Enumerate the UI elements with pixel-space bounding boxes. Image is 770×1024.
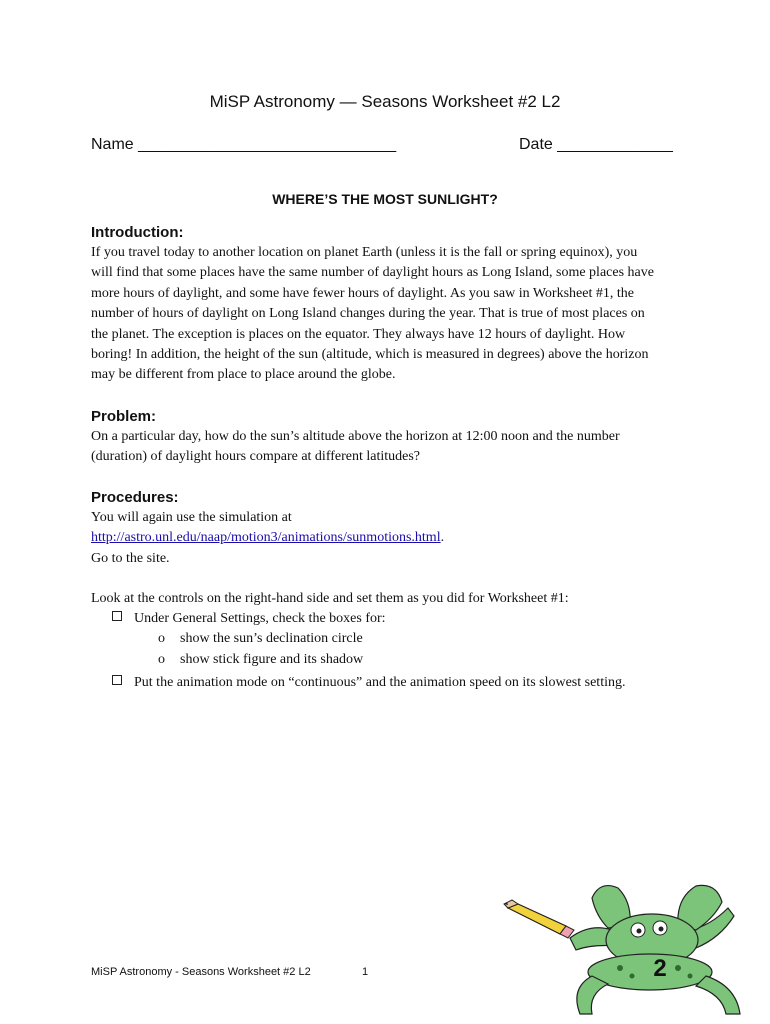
name-field-line: Name _____________________________ [91,136,397,153]
footer-text: MiSP Astronomy - Seasons Worksheet #2 L2 [91,966,311,978]
bullet-animation-mode [112,675,625,691]
problem-line: (duration) of daylight hours compare at different latitudes? [91,449,421,465]
main-heading: WHERE’S THE MOST SUNLIGHT? [272,191,498,207]
sub-bullet-text: show the sun’s declination circle [180,631,363,646]
link-suffix: . [440,530,445,546]
procedures-paragraph [91,508,681,569]
problem-line: On a particular day, how do the sun’s altitude above the horizon at 12:00 noon and the number [91,429,620,444]
frog-mascot-illustration [500,868,760,1018]
procedures-link-line [91,528,681,548]
intro-line: more hours of daylight, and some have fewer hours of daylight. As you saw in Worksheet #1, the [91,285,634,301]
procedures-line: You will again use the simulation at [91,510,292,525]
problem-paragraph [91,427,681,468]
sub-bullet-stick-figure [158,652,363,668]
bullet-text: Put the animation mode on “continuous” and the animation speed on its slowest setting. [134,675,626,690]
intro-line: will find that some places have the same number of daylight hours as Long Island, some places have [91,265,654,281]
page-title: MiSP Astronomy — Seasons Worksheet #2 L2 [209,92,561,111]
sub-bullet-marker: o [158,652,165,667]
intro-line: the planet. The exception is places on the equator. They always have 12 hours of daylight. How [91,326,626,342]
introduction-heading: Introduction: [91,224,184,241]
introduction-paragraph [91,243,681,386]
page-number: 1 [362,966,369,978]
checkbox-square-icon [112,611,122,621]
mascot-number: 2 [653,955,667,982]
sub-bullet-marker: o [158,631,165,646]
intro-line: number of hours of daylight on Long Island changes during the year. That is true of most places on [91,306,645,322]
bullet-general-settings [112,611,386,627]
problem-heading: Problem: [91,408,157,425]
pencil-icon [504,900,574,938]
date-field-line: Date _____________ [519,136,673,153]
procedures-line: Go to the site. [91,550,170,566]
procedures-line-controls: Look at the controls on the right-hand side and set them as you did for Worksheet #1: [91,591,569,606]
sub-bullet-declination [158,631,363,647]
checkbox-square-icon [112,675,122,685]
intro-line: may be different from place to place around the globe. [91,367,396,383]
intro-line: boring! In addition, the height of the sun (altitude, which is measured in degrees) above the horizon [91,347,649,363]
procedures-heading: Procedures: [91,489,179,506]
frog-icon [570,885,740,1014]
bullet-text: Under General Settings, check the boxes for: [134,611,386,626]
intro-line: If you travel today to another location on planet Earth (unless it is the fall or spring equinox), you [91,245,638,260]
sub-bullet-text: show stick figure and its shadow [180,652,364,667]
simulation-link[interactable]: http://astro.unl.edu/naap/motion3/animations/sunmotions.html [91,530,441,546]
